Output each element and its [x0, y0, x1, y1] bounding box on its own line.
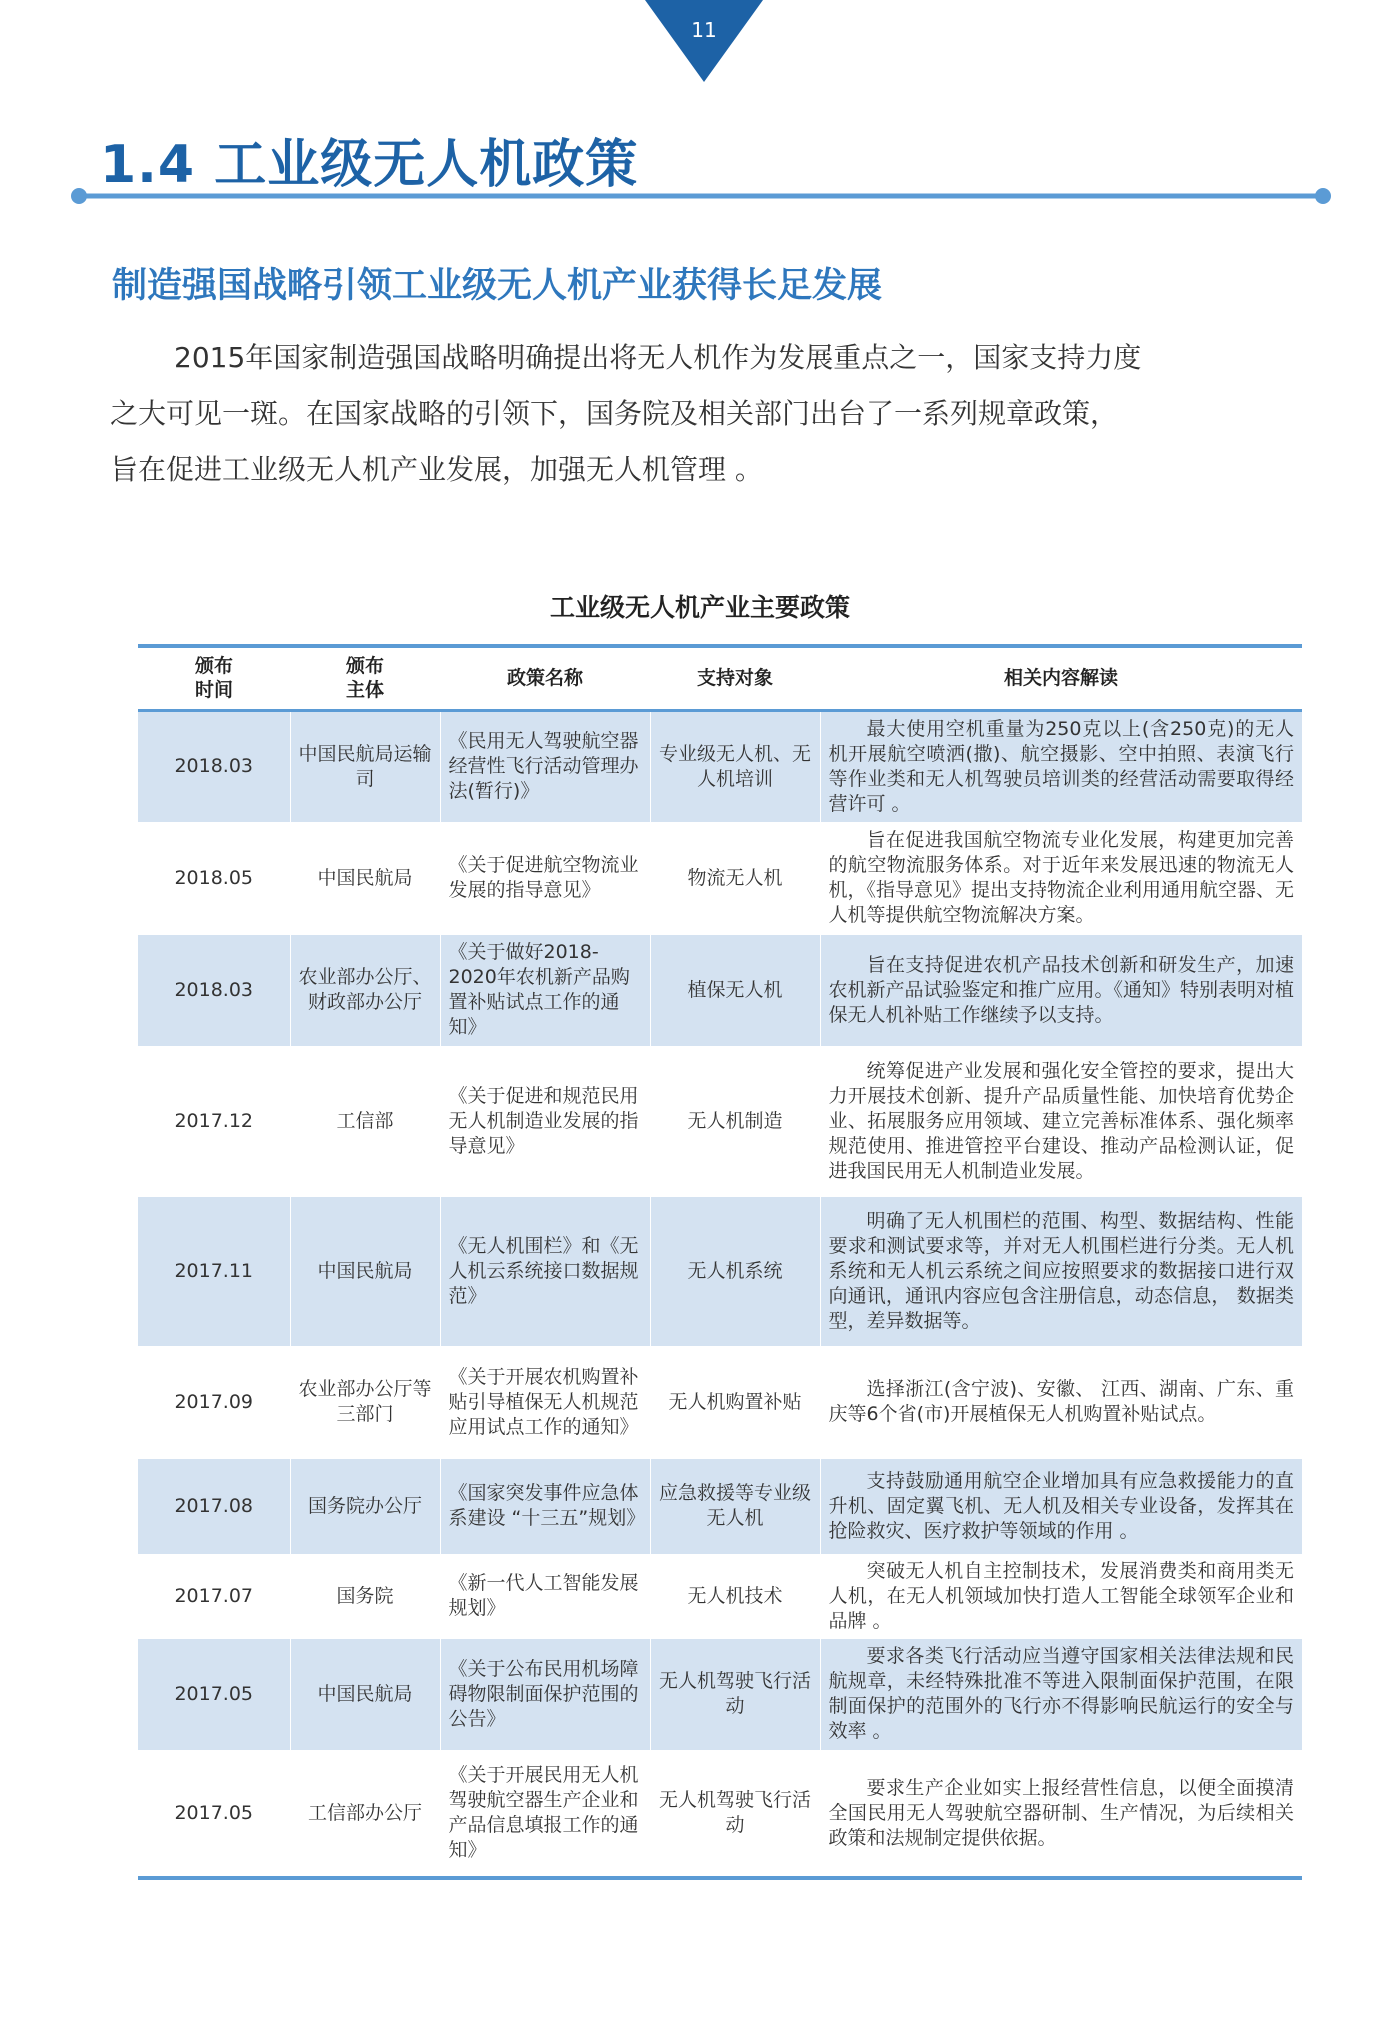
cell-description: 突破无人机自主控制技术，发展消费类和商用类无人机，在无人机领域加快打造人工智能全球领军企业和品牌 。 — [828, 1559, 1294, 1632]
cell-org: 工信部办公厅 — [290, 1750, 440, 1878]
cell-date: 2017.07 — [138, 1554, 290, 1638]
cell-target: 植保无人机 — [650, 934, 820, 1046]
table-row — [138, 934, 1302, 1046]
page-number: 11 — [691, 18, 717, 42]
cell-description: 统筹促进产业发展和强化安全管控的要求，提出大力开展技术创新、提升产品质量性能、加快培育优势企业、拓展服务应用领域、建立完善标准体系、强化频率规范使用、推进管控平台建设、推动产品检测认证，促进我国民用无人机制造业发展。 — [828, 1059, 1294, 1182]
table-row — [138, 1638, 1302, 1750]
cell-description: 选择浙江(含宁波)、安徽、 江西、湖南、广东、重庆等6个省(市)开展植保无人机购置补贴试点。 — [828, 1378, 1294, 1425]
cell-target: 专业级无人机、无人机培训 — [650, 710, 820, 822]
cell-target: 无人机驾驶飞行活动 — [650, 1638, 820, 1750]
cell-date: 2017.12 — [138, 1046, 290, 1196]
cell-date: 2017.11 — [138, 1196, 290, 1346]
subtitle: 制造强国战略引领工业级无人机产业获得长足发展 — [112, 266, 883, 306]
cell-date: 2017.05 — [138, 1750, 290, 1878]
table-row — [138, 822, 1302, 934]
intro-line: 2015年国家制造强国战略明确提出将无人机作为发展重点之一，国家支持力度 — [174, 341, 1142, 374]
cell-target: 无人机制造 — [650, 1046, 820, 1196]
table-row — [138, 1046, 1302, 1196]
cell-date: 2017.05 — [138, 1638, 290, 1750]
cell-org: 农业部办公厅等三部门 — [290, 1346, 440, 1458]
cell-policy-name: 《关于公布民用机场障碍物限制面保护范围的公告》 — [440, 1638, 650, 1750]
cell-date: 2018.05 — [138, 822, 290, 934]
cell-description: 明确了无人机围栏的范围、构型、数据结构、性能要求和测试要求等，并对无人机围栏进行分类。无人机系统和无人机云系统之间应按照要求的数据接口进行双向通讯，通讯内容应包含注册信息，动态信息， 数据类型，差异数据等。 — [828, 1209, 1294, 1332]
table-row — [138, 710, 1302, 822]
cell-org: 中国民航局运输司 — [290, 710, 440, 822]
cell-policy-name: 《关于做好2018-2020年农机新产品购置补贴试点工作的通知》 — [440, 934, 650, 1046]
cell-org: 中国民航局 — [290, 1196, 440, 1346]
title-rule-divider — [70, 186, 1332, 206]
cell-target: 应急救援等专业级无人机 — [650, 1458, 820, 1554]
cell-target: 物流无人机 — [650, 822, 820, 934]
header-description: 相关内容解读 — [1003, 667, 1118, 690]
cell-date: 2017.08 — [138, 1458, 290, 1554]
cell-org: 农业部办公厅、财政部办公厅 — [290, 934, 440, 1046]
cell-policy-name: 《新一代人工智能发展规划》 — [440, 1554, 650, 1638]
section-title: 1.4 工业级无人机政策 — [100, 135, 639, 195]
cell-date: 2018.03 — [138, 934, 290, 1046]
table-row — [138, 1458, 1302, 1554]
cell-policy-name: 《国家突发事件应急体系建设 “十三五”规划》 — [440, 1458, 650, 1554]
cell-org: 中国民航局 — [290, 822, 440, 934]
table-caption: 工业级无人机产业主要政策 — [549, 593, 850, 622]
cell-target: 无人机系统 — [650, 1196, 820, 1346]
table-row — [138, 1750, 1302, 1878]
cell-description: 最大使用空机重量为250克以上(含250克)的无人机开展航空喷洒(撒)、航空摄影、空中拍照、表演飞行等作业类和无人机驾驶员培训类的经营活动需要取得经营许可 。 — [828, 717, 1294, 815]
cell-policy-name: 《无人机围栏》和《无人机云系统接口数据规范》 — [440, 1196, 650, 1346]
header-policy-name: 政策名称 — [506, 667, 583, 690]
header-target: 支持对象 — [696, 667, 773, 690]
intro-line: 之大可见一斑。在国家战略的引领下，国务院及相关部门出台了一系列规章政策， — [110, 397, 1119, 430]
cell-org: 中国民航局 — [290, 1638, 440, 1750]
cell-org: 国务院 — [290, 1554, 440, 1638]
cell-policy-name: 《关于开展农机购置补贴引导植保无人机规范应用试点工作的通知》 — [440, 1346, 650, 1458]
cell-description: 要求生产企业如实上报经营性信息，以便全面摸清全国民用无人驾驶航空器研制、生产情况，为后续相关政策和法规制定提供依据。 — [828, 1776, 1294, 1849]
cell-policy-name: 《关于促进和规范民用无人机制造业发展的指导意见》 — [440, 1046, 650, 1196]
intro-line: 旨在促进工业级无人机产业发展，加强无人机管理 。 — [110, 453, 763, 486]
header-date: 颁布 时间 — [194, 655, 233, 702]
cell-org: 工信部 — [290, 1046, 440, 1196]
cell-description: 旨在支持促进农机产品技术创新和研发生产，加速农机新产品试验鉴定和推广应用。《通知》特别表明对植保无人机补贴工作继续予以支持。 — [828, 953, 1295, 1026]
cell-policy-name: 《民用无人驾驶航空器经营性飞行活动管理办法(暂行)》 — [440, 710, 650, 822]
header-org: 颁布 主体 — [345, 655, 384, 702]
table-header-row — [138, 646, 1302, 710]
intro-paragraph — [110, 330, 1310, 498]
cell-description: 支持鼓励通用航空企业增加具有应急救援能力的直升机、固定翼飞机、无人机及相关专业设备，发挥其在抢险救灾、医疗救护等领域的作用 。 — [828, 1469, 1294, 1542]
cell-org: 国务院办公厅 — [290, 1458, 440, 1554]
cell-policy-name: 《关于促进航空物流业发展的指导意见》 — [440, 822, 650, 934]
table-row — [138, 1346, 1302, 1458]
table-row — [138, 1554, 1302, 1638]
cell-description: 旨在促进我国航空物流专业化发展，构建更加完善的航空物流服务体系。对于近年来发展迅速的物流无人机，《指导意见》提出支持物流企业利用通用航空器、无人机等提供航空物流解决方案。 — [828, 829, 1295, 926]
cell-date: 2018.03 — [138, 710, 290, 822]
table-row — [138, 1196, 1302, 1346]
cell-target: 无人机驾驶飞行活动 — [650, 1750, 820, 1878]
cell-date: 2017.09 — [138, 1346, 290, 1458]
cell-target: 无人机技术 — [650, 1554, 820, 1638]
cell-description: 要求各类飞行活动应当遵守国家相关法律法规和民航规章，未经特殊批准不等进入限制面保护范围，在限制面保护的范围外的飞行亦不得影响民航运行的安全与效率 。 — [828, 1645, 1294, 1742]
cell-target: 无人机购置补贴 — [650, 1346, 820, 1458]
policy-table — [138, 644, 1302, 1880]
cell-policy-name: 《关于开展民用无人机驾驶航空器生产企业和产品信息填报工作的通知》 — [440, 1750, 650, 1878]
